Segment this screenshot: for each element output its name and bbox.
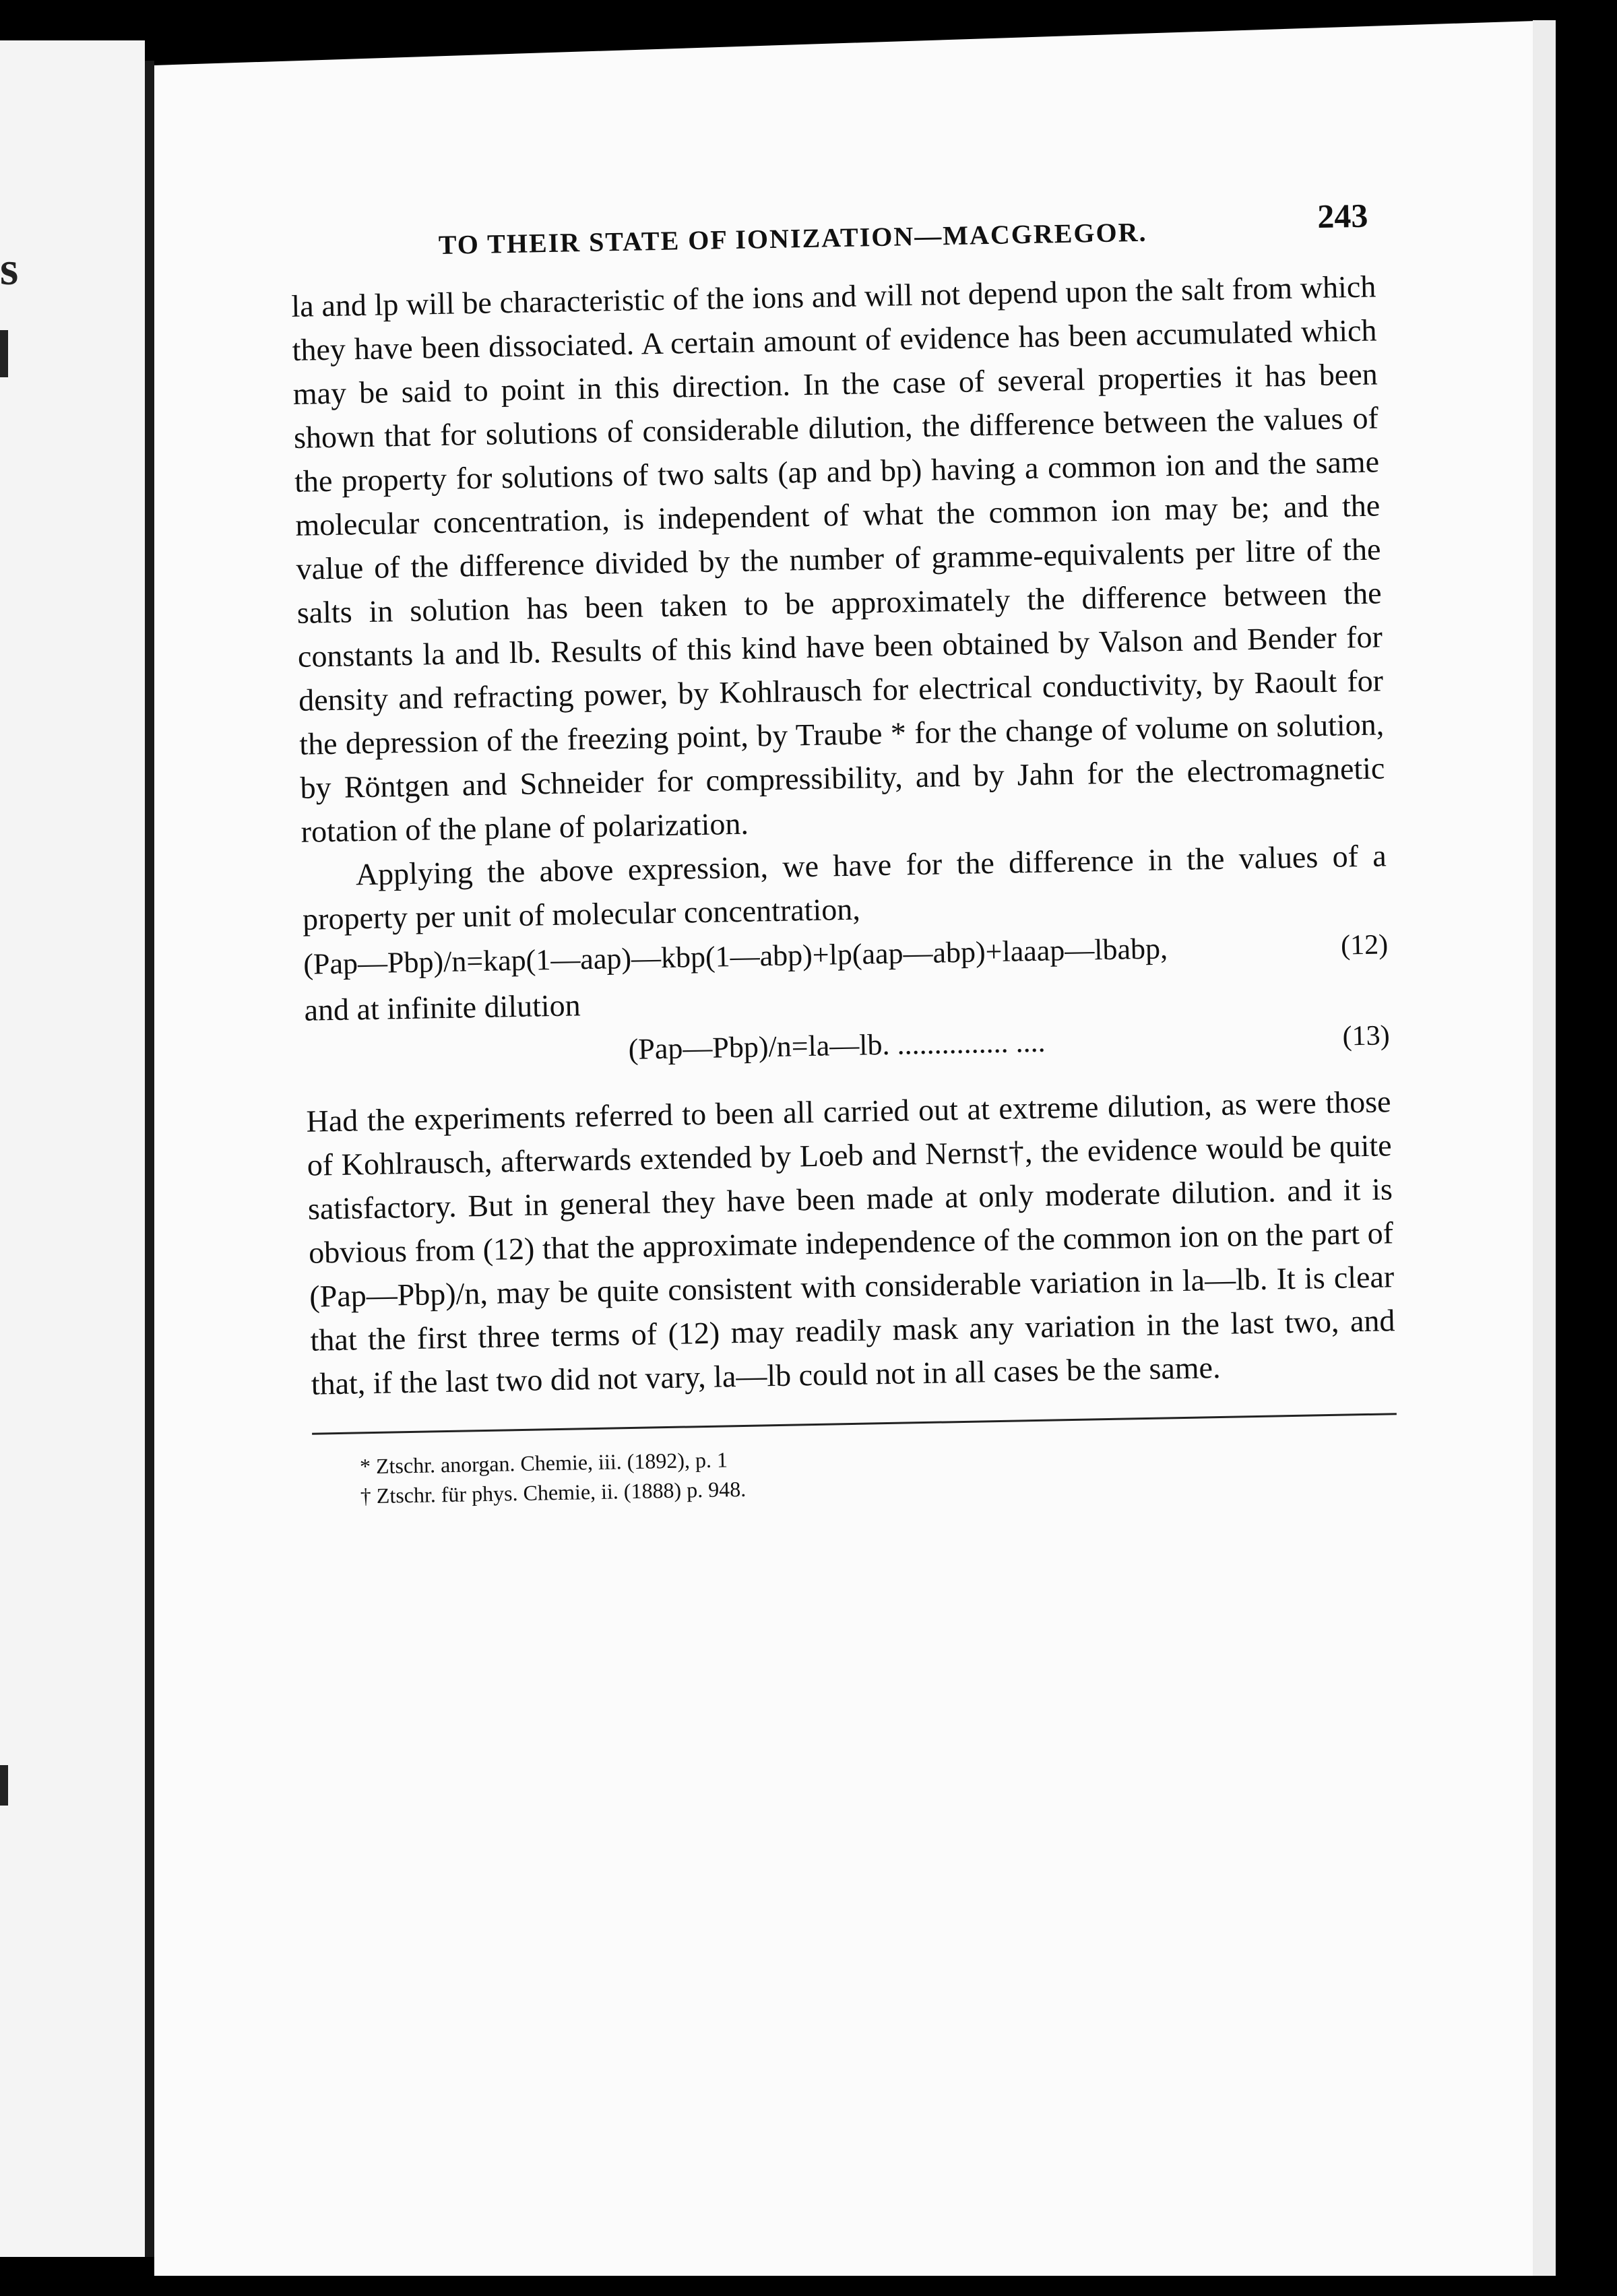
adjacent-page-mark-bar bbox=[0, 330, 8, 377]
adjacent-page-mark: s bbox=[0, 243, 19, 295]
page-gutter bbox=[145, 61, 154, 2257]
paragraph: Applying the above expression, we have for the difference in the values of a property per unit of molecular concentration, bbox=[302, 838, 1387, 936]
page-right-edge bbox=[1533, 20, 1556, 2276]
page-number: 243 bbox=[1317, 196, 1368, 236]
equation-expression: (Pap—Pbp)/n=la—lb. ............... .... bbox=[628, 1025, 1046, 1066]
equation-number: (13) bbox=[1342, 1020, 1391, 1052]
footnote: * Ztschr. anorgan. Chemie, iii. (1892), p. 1 bbox=[359, 1447, 728, 1479]
equation-number: (12) bbox=[1340, 929, 1389, 961]
footnote: † Ztschr. für phys. Chemie, ii. (1888) p. 948. bbox=[360, 1476, 747, 1508]
page-content bbox=[290, 195, 1398, 1511]
paragraph: and at infinite dilution bbox=[304, 988, 581, 1027]
equation-expression: (Pap—Pbp)/n=kap(1—aap)—kbp(1—abp)+lp(aap—abp)+laaap—lbabp, bbox=[303, 932, 1168, 981]
body-text bbox=[306, 1079, 1396, 1405]
running-head: TO THEIR STATE OF IONIZATION—MACGREGOR. bbox=[438, 216, 1147, 260]
adjacent-page-mark-bar bbox=[0, 1765, 8, 1806]
body-text bbox=[291, 264, 1388, 940]
paragraph: Had the experiments referred to been all carried out at extreme dilution, as were those of Kohlrausch, afterwards extended by Loeb and Nernst†, the evidence would be quite satisfactory. But in general they have been made at only moderate dilution. and it is obvious from (12) that the approximate independence of the common ion on the part of (Pap—Pbp)/n, may be quite consistent with considerable variation in la—lb. It is clear that the first three terms of (12) may readily mask any variation in the last two, and that, if the last two did not vary, la—lb could not in all cases be the same. bbox=[306, 1084, 1395, 1401]
paragraph: la and lp will be characteristic of the ions and will not depend upon the salt from which they have been dissociated. A certain amount of evidence has been accumulated which may be said to point in this direction. In the case of several properties it has been shown that for solutions of considerable dilution, the difference between the values of the property for solutions of two salts (ap and bp) having a common ion and the same molecular concentration, is independent of what the common ion may be; and the value of the difference divided by the number of gramme-equivalents per litre of the salts in solution has been taken to be approximately the difference between the constants la and lb. Results of this kind have been obtained by Valson and Bender for density and refracting power, by Kohlrausch for electrical conductivity, by Raoult for the depression of the freezing point, by Traube * for the change of volume on solution, by Röntgen and Schneider for compressibility, and by Jahn for the electromagnetic rotation of the plane of polarization. bbox=[290, 269, 1385, 849]
scan-background bbox=[1556, 0, 1617, 2296]
footnote-rule bbox=[312, 1413, 1397, 1435]
adjacent-page-edge bbox=[0, 40, 145, 2257]
